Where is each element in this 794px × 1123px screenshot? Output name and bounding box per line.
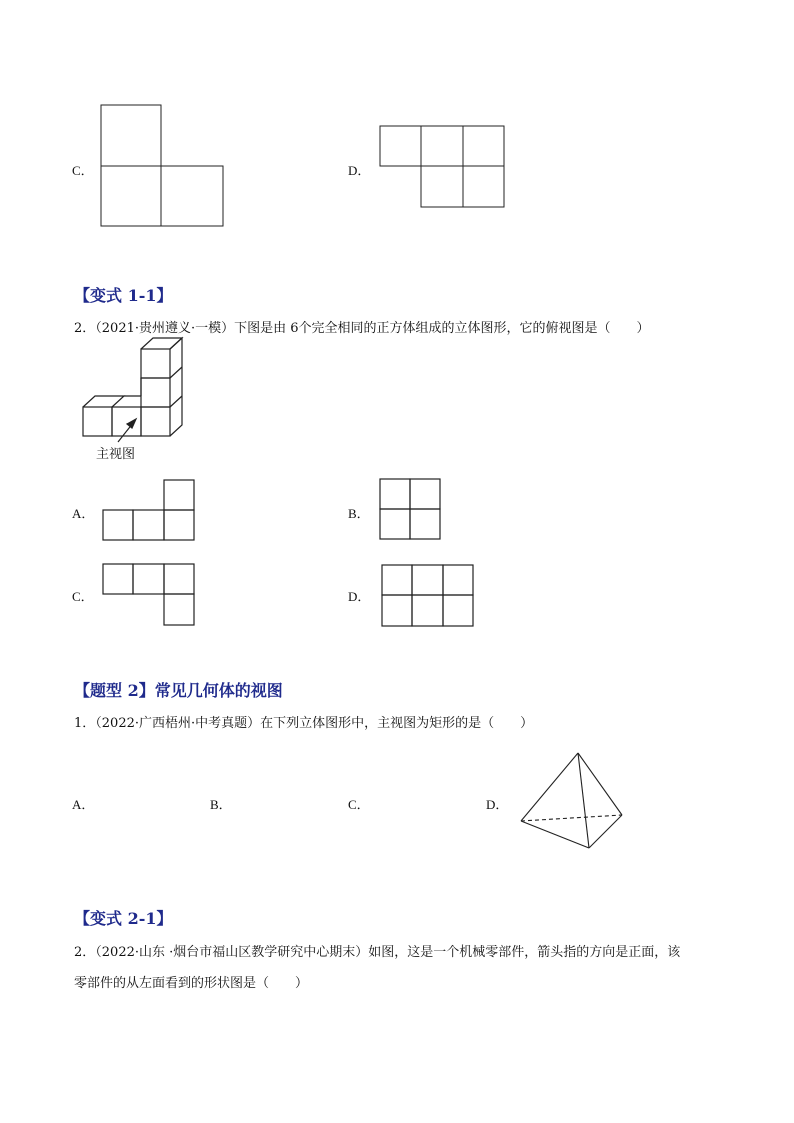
question-1-text: 1．（2022·广西梧州·中考真题）在下列立体图形中，主视图为矩形的是（ ） [74,716,534,731]
figure-caption-front-view: 主视图 [96,447,136,462]
figure-q2-option-a [103,480,194,540]
option-c-label: C． [72,163,94,178]
t2-option-a-label: A． [72,797,95,812]
figure-q2-option-c [103,564,194,625]
figure-3d-cubes [83,338,182,442]
q2-option-d-label: D． [348,589,371,604]
question-2b-line1: 2．（2022·山东 ·烟台市福山区教学研究中心期末）如图，这是一个机械零部件，箭头指的方向是正面，该 [74,945,681,960]
figure-pyramid [521,753,622,848]
option-d-label: D． [348,163,371,178]
section-heading-variant-2-1: 【变式 2-1】 [74,909,173,928]
section-heading-type-2: 【题型 2】常见几何体的视图 [74,681,283,700]
q2-option-b-label: B． [348,506,370,521]
q2-option-c-label: C． [72,589,94,604]
figure-block1-d [380,126,504,207]
t2-option-c-label: C． [348,797,370,812]
figure-q2-option-d [382,565,473,626]
question-2b-line2: 零部件的从左面看到的形状图是（ ） [74,976,309,991]
question-2-text: 2．（2021·贵州遵义·一模）下图是由 6个完全相同的正方体组成的立体图形，它的俯视图是（ ） [74,321,650,336]
t2-option-d-label: D． [486,797,509,812]
t2-option-b-label: B． [210,797,232,812]
q2-option-a-label: A． [72,506,95,521]
figure-q2-option-b [380,479,440,539]
figure-block1-c [101,105,223,226]
section-heading-variant-1-1: 【变式 1-1】 [74,286,173,305]
